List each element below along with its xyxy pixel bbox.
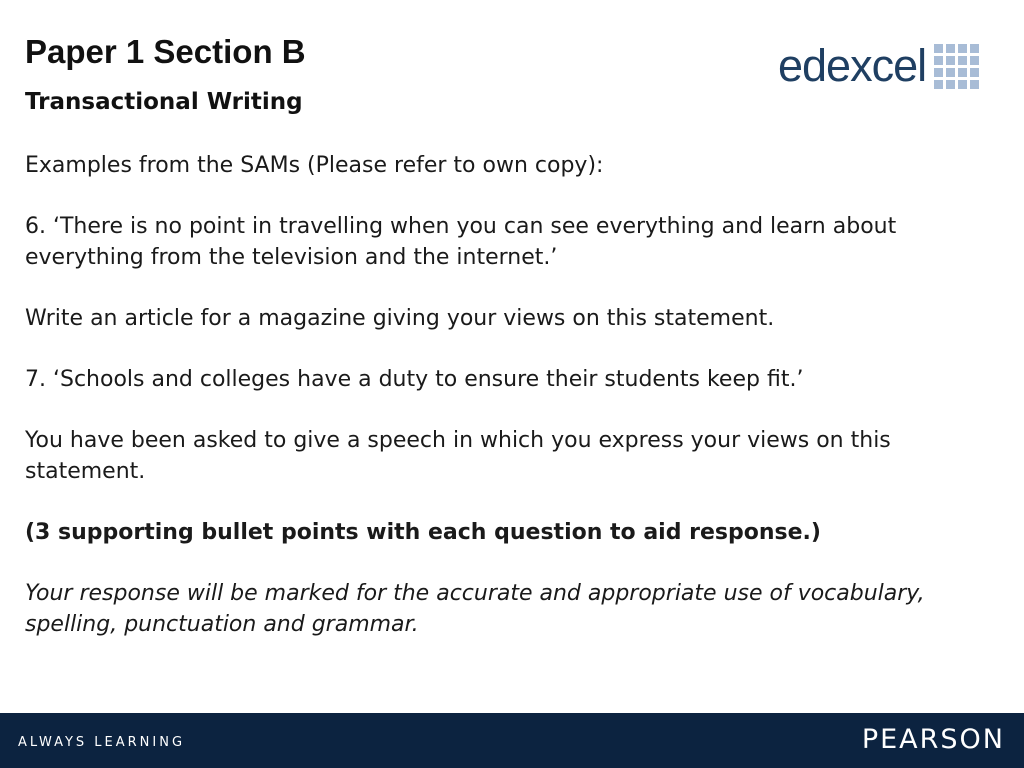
always-learning-tagline: ALWAYS LEARNING [18,735,186,750]
spacer [25,549,1000,580]
question-6: 6. ‘There is no point in travelling when you can see everything and learn about everything from the television and the internet.’ [25,214,897,270]
spacer [25,273,1000,304]
pearson-logo: PEARSON [861,724,1005,755]
footer-bar [0,713,1024,768]
slide-subtitle: Transactional Writing [25,89,303,115]
intro-text: Examples from the SAMs (Please refer to own copy): [25,153,604,178]
slide-title: Paper 1 Section B [25,33,306,70]
slide-body [25,151,1000,641]
edexcel-grid-icon [934,44,979,89]
question-6-task: Write an article for a magazine giving your views on this statement. [25,305,775,331]
marking-note: Your response will be marked for the accurate and appropriate use of vocabulary, spelling, punctuation and grammar. [25,581,925,637]
edexcel-logo-text: edexcel [778,40,927,91]
spacer [25,335,1000,366]
bullet-points-note: (3 supporting bullet points with each question to aid response.) [25,520,821,546]
spacer [25,182,1000,213]
question-7-task: You have been asked to give a speech in which you express your views on this statement. [25,428,891,484]
edexcel-logo [778,42,979,90]
spacer [25,488,1000,519]
spacer [25,396,1000,427]
question-7: 7. ‘Schools and colleges have a duty to ensure their students keep fit.’ [25,367,804,393]
